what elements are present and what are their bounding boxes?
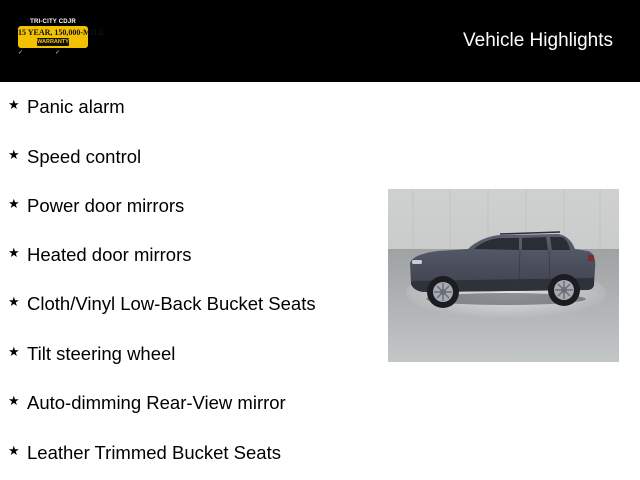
highlight-item — [8, 392, 286, 414]
highlight-label: Heated door mirrors — [27, 244, 192, 265]
highlight-label: Auto-dimming Rear-View mirror — [27, 392, 286, 413]
highlight-label: Leather Trimmed Bucket Seats — [27, 442, 281, 463]
warranty-line-1: 15 YEAR, 150,000-MILE — [18, 28, 105, 37]
page-title: Vehicle Highlights — [463, 30, 613, 51]
highlight-item — [8, 146, 141, 168]
highlight-label: Cloth/Vinyl Low-Back Bucket Seats — [27, 293, 316, 314]
highlight-item — [8, 195, 184, 217]
logo-dealer-name: TRI-CITY CDJR — [30, 19, 76, 25]
header-bar — [0, 0, 640, 82]
star-icon: ★ — [8, 344, 20, 359]
star-icon: ★ — [8, 245, 20, 260]
star-icon: ★ — [8, 393, 20, 408]
highlight-item — [8, 442, 281, 464]
star-icon: ★ — [8, 196, 20, 211]
warranty-line-2: WARRANTY — [37, 39, 69, 45]
dealer-warranty-logo[interactable]: TRI-CITY CDJR 15 YEAR, 150,000-MILE WARRANTY ✓ ✓ — [18, 19, 105, 56]
highlight-item — [8, 244, 192, 266]
highlight-label: Speed control — [27, 146, 142, 167]
star-icon: ★ — [8, 97, 20, 112]
star-icon: ★ — [8, 443, 20, 458]
highlight-item — [8, 96, 125, 118]
star-icon: ★ — [8, 147, 20, 162]
highlight-label: Power door mirrors — [27, 195, 185, 216]
star-icon: ★ — [8, 294, 20, 309]
vehicle-photo[interactable] — [388, 189, 619, 362]
highlight-label: Panic alarm — [27, 96, 125, 117]
highlight-item — [8, 343, 175, 365]
highlight-label: Tilt steering wheel — [27, 343, 176, 364]
highlight-item — [8, 293, 316, 315]
